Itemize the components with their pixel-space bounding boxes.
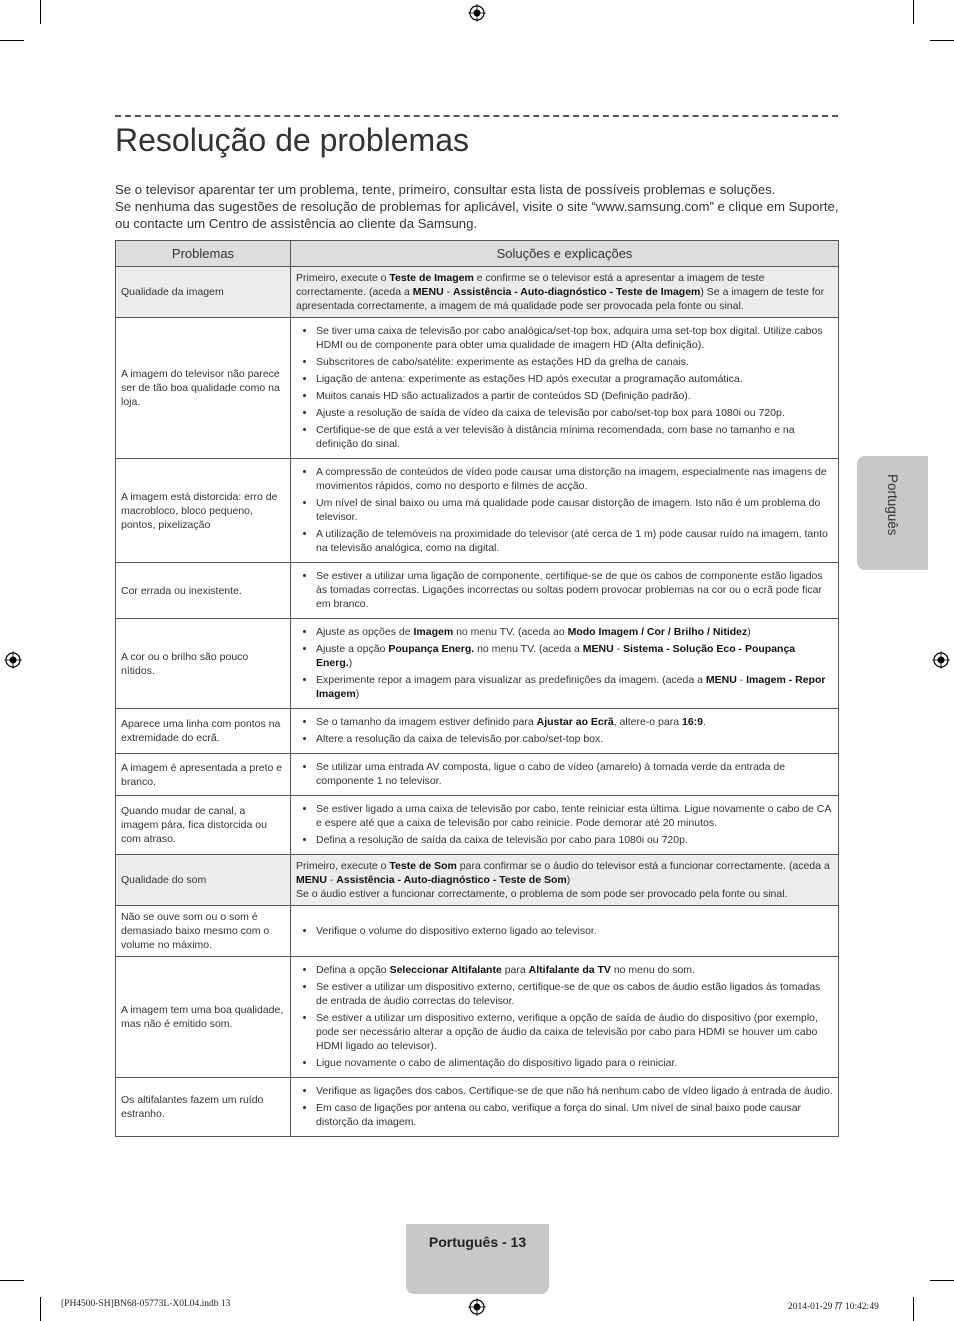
list-item: • Defina a opção Seleccionar Altifalante para Altifalante da TV no menu do som. bbox=[316, 963, 833, 977]
table-row bbox=[116, 957, 839, 1078]
table-header-row bbox=[116, 241, 839, 267]
table-row bbox=[116, 267, 839, 318]
list-item: • Um nível de sinal baixo ou uma má qualidade pode causar distorção de imagem. Isto não é um problema do televisor. bbox=[316, 496, 833, 524]
title-divider bbox=[115, 115, 838, 117]
table-row bbox=[116, 709, 839, 754]
list-item: • Ligação de antena: experimente as estações HD após executar a programação automática. bbox=[316, 372, 833, 386]
list-item: • Ajuste a resolução de saída de vídeo da caixa de televisão por cabo/set-top box para 1080i ou 720p. bbox=[316, 406, 833, 420]
registration-mark-icon bbox=[468, 1298, 486, 1316]
list-item: • Verifique o volume do dispositivo externo ligado ao televisor. bbox=[316, 924, 833, 938]
table-row bbox=[116, 796, 839, 855]
solution-list bbox=[296, 324, 833, 451]
crop-mark bbox=[930, 40, 954, 41]
table-row bbox=[116, 906, 839, 957]
solution-list bbox=[296, 569, 833, 611]
registration-mark-icon bbox=[932, 651, 950, 669]
solution-cell bbox=[291, 796, 839, 855]
table-row bbox=[116, 619, 839, 709]
problem-cell: Não se ouve som ou o som é demasiado baixo mesmo com o volume no máximo. bbox=[116, 906, 291, 957]
solution-cell bbox=[291, 563, 839, 619]
list-item: • Ajuste as opções de Imagem no menu TV. (aceda ao Modo Imagem / Cor / Brilho / Nitidez) bbox=[316, 625, 833, 639]
table-row bbox=[116, 754, 839, 796]
list-item: • Ligue novamente o cabo de alimentação do dispositivo ligado para o reiniciar. bbox=[316, 1056, 833, 1070]
solution-cell bbox=[291, 957, 839, 1078]
list-item: • Altere a resolução da caixa de televisão por cabo/set-top box. bbox=[316, 732, 833, 746]
solution-cell bbox=[291, 754, 839, 796]
crop-mark bbox=[40, 0, 41, 24]
solution-cell bbox=[291, 1078, 839, 1137]
intro-text bbox=[115, 181, 840, 232]
crop-mark bbox=[40, 1297, 41, 1321]
table-row bbox=[116, 459, 839, 563]
problem-cell: Os altifalantes fazem um ruído estranho. bbox=[116, 1078, 291, 1137]
list-item: • Se estiver a utilizar um dispositivo externo, verifique a opção de saída de áudio do dispositivo (por exemplo, pode ser necessário alterar a opção de áudio da caixa de televisão por cabo para HDMI se houver um cabo HDMI ligado ao televisor). bbox=[316, 1011, 833, 1053]
list-item: • Se estiver ligado a uma caixa de televisão por cabo, tente reiniciar esta última. Ligue novamente o cabo de CA e espere até que a caixa de televisão por cabo reinicie. Pode demorar até 20 minutos. bbox=[316, 802, 833, 830]
troubleshooting-table bbox=[115, 240, 839, 1137]
table-row bbox=[116, 563, 839, 619]
solution-cell bbox=[291, 459, 839, 563]
table-row bbox=[116, 855, 839, 906]
language-side-tab bbox=[857, 456, 928, 570]
solution-list bbox=[296, 924, 833, 938]
header-problems: Problemas bbox=[116, 241, 291, 267]
problem-cell: Quando mudar de canal, a imagem pára, fica distorcida ou com atraso. bbox=[116, 796, 291, 855]
crop-mark bbox=[913, 1297, 914, 1321]
solution-cell: Primeiro, execute o Teste de Som para confirmar se o áudio do televisor está a funcionar correctamente. (aceda a MENU - Assistência - Auto-diagnóstico - Teste de Som) Se o áudio estiver a funcionar correctamente, o problema de som pode ser provocado pela fonte ou sinal. bbox=[291, 855, 839, 906]
list-item: • Muitos canais HD são actualizados a partir de conteúdos SD (Definição padrão). bbox=[316, 389, 833, 403]
problem-cell: A imagem do televisor não parece ser de tão boa qualidade como na loja. bbox=[116, 318, 291, 459]
intro-paragraph: Se nenhuma das sugestões de resolução de problemas for aplicável, visite o site “www.samsung.com” e clique em Suporte, ou contacte um Centro de assistência ao cliente da Samsung. bbox=[115, 199, 839, 231]
solution-list bbox=[296, 1084, 833, 1129]
table-row bbox=[116, 1078, 839, 1137]
print-info-right: 2014-01-29 ꡱꡱ 10:42:49 bbox=[788, 1302, 879, 1312]
page-number: Português - 13 bbox=[428, 1234, 527, 1250]
registration-mark-icon bbox=[4, 651, 22, 669]
crop-mark bbox=[913, 0, 914, 24]
crop-mark bbox=[0, 1280, 24, 1281]
list-item: • Se tiver uma caixa de televisão por cabo analógica/set-top box, adquira uma set-top box digital. Utilize cabos HDMI ou de componente para obter uma qualidade de imagem HD (Alta definição). bbox=[316, 324, 833, 352]
list-item: • Se estiver a utilizar um dispositivo externo, certifique-se de que os cabos de áudio estão ligados às tomadas de entrada de áudio correctas do televisor. bbox=[316, 980, 833, 1008]
page-footer-tab bbox=[406, 1224, 549, 1294]
solution-cell bbox=[291, 906, 839, 957]
solution-list bbox=[296, 715, 833, 746]
problem-cell: A imagem é apresentada a preto e branco. bbox=[116, 754, 291, 796]
solution-cell bbox=[291, 619, 839, 709]
solution-cell bbox=[291, 709, 839, 754]
list-item: • A utilização de telemóveis na proximidade do televisor (até cerca de 1 m) pode causar ruído na imagem, tanto na televisão analógica, como na digital. bbox=[316, 527, 833, 555]
list-item: • Certifique-se de que está a ver televisão à distância mínima recomendada, com base no tamanho e na definição do sinal. bbox=[316, 423, 833, 451]
problem-cell: A imagem está distorcida: erro de macrobloco, bloco pequeno, pontos, pixelização bbox=[116, 459, 291, 563]
problem-cell: A cor ou o brilho são pouco nítidos. bbox=[116, 619, 291, 709]
list-item: • Se o tamanho da imagem estiver definido para Ajustar ao Ecrã, altere-o para 16:9. bbox=[316, 715, 833, 729]
solution-cell: Primeiro, execute o Teste de Imagem e confirme se o televisor está a apresentar a imagem de teste correctamente. (aceda a MENU - Assistência - Auto-diagnóstico - Teste de Imagem) Se a imagem de teste for apresentada correctamente, a imagem de má qualidade pode ser provocada pela fonte ou sinal. bbox=[291, 267, 839, 318]
solution-list bbox=[296, 963, 833, 1070]
registration-mark-icon bbox=[468, 4, 486, 22]
list-item: • Ajuste a opção Poupança Energ. no menu TV. (aceda a MENU - Sistema - Solução Eco - Poupança Energ.) bbox=[316, 642, 833, 670]
solution-cell bbox=[291, 318, 839, 459]
side-tab-label: Português bbox=[885, 474, 900, 536]
solution-list bbox=[296, 760, 833, 788]
problem-cell: Aparece uma linha com pontos na extremidade do ecrã. bbox=[116, 709, 291, 754]
solution-list bbox=[296, 625, 833, 701]
problem-cell: Cor errada ou inexistente. bbox=[116, 563, 291, 619]
list-item: • Subscritores de cabo/satélite: experimente as estações HD da grelha de canais. bbox=[316, 355, 833, 369]
list-item: • A compressão de conteúdos de vídeo pode causar uma distorção na imagem, especialmente nas imagens de movimentos rápidos, como no desporto e filmes de acção. bbox=[316, 465, 833, 493]
print-info-left: [PH4500-SH]BN68-05773L-X0L04.indb 13 bbox=[61, 1299, 231, 1309]
crop-mark bbox=[930, 1280, 954, 1281]
list-item: • Experimente repor a imagem para visualizar as predefinições da imagem. (aceda a MENU - Imagem - Repor Imagem) bbox=[316, 673, 833, 701]
page-title: Resolução de problemas bbox=[115, 122, 469, 158]
list-item: • Se estiver a utilizar uma ligação de componente, certifique-se de que os cabos de componente estão ligados às tomadas correctas. Ligações incorrectas ou soltas podem provocar problemas na cor ou o ecrã pode ficar em branco. bbox=[316, 569, 833, 611]
problem-cell: Qualidade da imagem bbox=[116, 267, 291, 318]
crop-mark bbox=[0, 40, 24, 41]
problem-cell: A imagem tem uma boa qualidade, mas não é emitido som. bbox=[116, 957, 291, 1078]
intro-paragraph: Se o televisor aparentar ter um problema, tente, primeiro, consultar esta lista de possíveis problemas e soluções. bbox=[115, 182, 776, 197]
solution-list bbox=[296, 802, 833, 847]
solution-list bbox=[296, 465, 833, 555]
header-solutions: Soluções e explicações bbox=[291, 241, 839, 267]
list-item: • Verifique as ligações dos cabos. Certifique-se de que não há nenhum cabo de vídeo ligado à entrada de áudio. bbox=[316, 1084, 833, 1098]
list-item: • Em caso de ligações por antena ou cabo, verifique a força do sinal. Um nível de sinal baixo pode causar distorção da imagem. bbox=[316, 1101, 833, 1129]
list-item: • Defina a resolução de saída da caixa de televisão por cabo para 1080i ou 720p. bbox=[316, 833, 833, 847]
list-item: • Se utilizar uma entrada AV composta, ligue o cabo de vídeo (amarelo) à tomada verde da entrada de componente 1 no televisor. bbox=[316, 760, 833, 788]
problem-cell: Qualidade do som bbox=[116, 855, 291, 906]
table-row bbox=[116, 318, 839, 459]
